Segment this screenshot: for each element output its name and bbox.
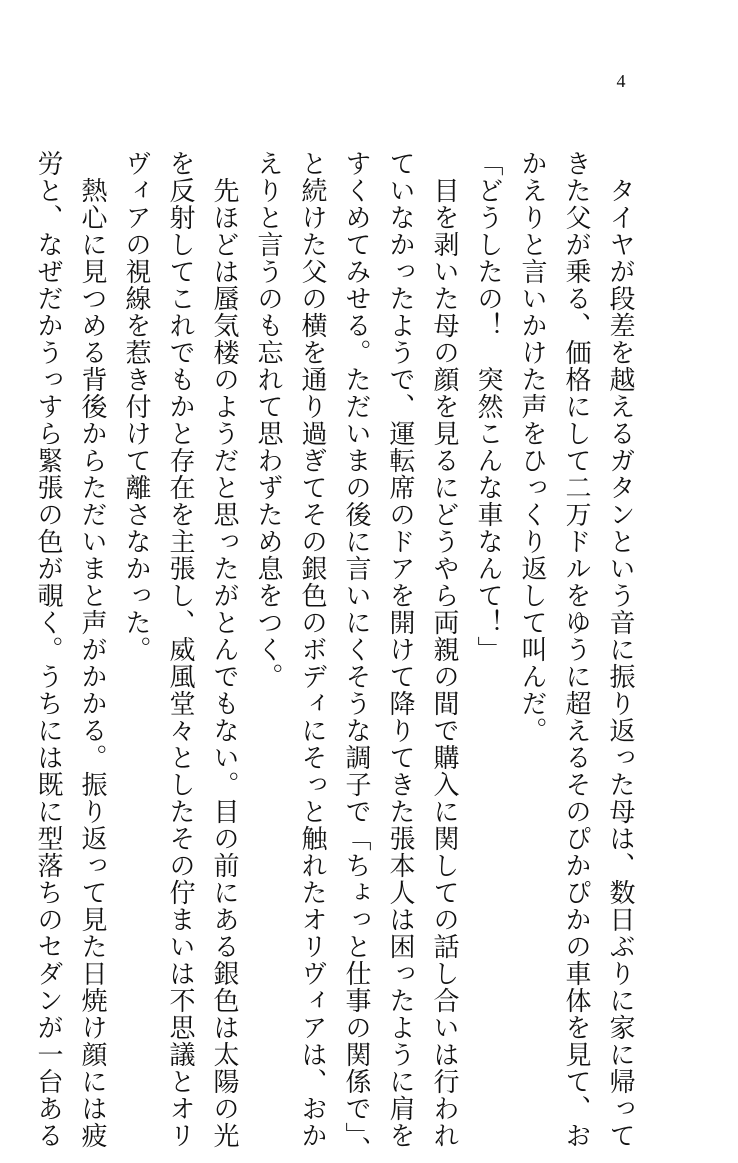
body-text <box>26 150 642 1163</box>
text-line: すくめてみせる。ただいまの後に言いにくそうな調子で「ちょっと仕事の関係で」、 <box>341 150 371 1163</box>
text-line: を反射してこれでもかと存在を主張し、威風堂々としたその佇まいは不思議とオリ <box>165 150 195 1149</box>
text-line: かえりと言いかけた声をひっくり返して叫んだ。 <box>517 150 547 744</box>
page-number: 4 <box>616 71 626 91</box>
text-line: えりと言うのも忘れて思わずため息をつく。 <box>253 150 283 690</box>
text-line: 目を剥いた母の顔を見るにどうやら両親の間で購入に関しての話し合いは行われ <box>429 150 459 1149</box>
text-line: タイヤが段差を越えるガタンという音に振り返った母は、数日ぶりに家に帰って <box>605 150 635 1149</box>
text-line: ていなかったようで、運転席のドアを開けて降りてきた張本人は困ったように肩を <box>385 150 415 1149</box>
text-line: 熱心に見つめる背後からただいまと声がかかる。振り返って見た日焼け顔には疲 <box>77 150 107 1149</box>
text-line: 「どうしたの！ 突然こんな車なんて！」 <box>473 150 503 663</box>
text-line: きた父が乗る、価格にして二万ドルをゆうに超えるそのぴかぴかの車体を見て、お <box>561 150 591 1149</box>
text-line: と続けた父の横を通り過ぎてその銀色のボディにそっと触れたオリヴィアは、おか <box>297 150 327 1149</box>
text-line: 労と、なぜだかうっすら緊張の色が覗く。うちには既に型落ちのセダンが一台ある <box>33 150 63 1149</box>
text-line: ヴィアの視線を惹き付けて離さなかった。 <box>121 150 151 663</box>
text-line: 先ほどは蜃気楼のようだと思ったがとんでもない。目の前にある銀色は太陽の光 <box>209 150 239 1149</box>
